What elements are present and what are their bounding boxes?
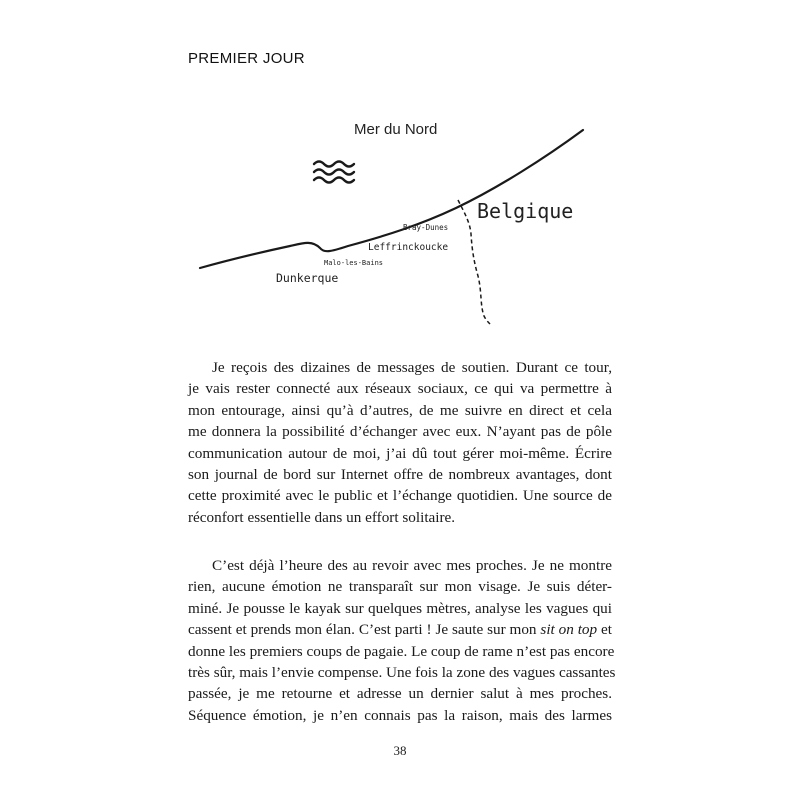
text-line: me donnera la possibilité d’échanger avec eux. N’ayant pas de pôle (188, 423, 612, 441)
text-fragment: et (597, 621, 612, 639)
text-line: Je reçois des dizaines de messages de soutien. Durant ce tour, (212, 359, 612, 376)
text-line: donne les premiers coups de pagaie. Le coup de rame n’est pas encore (188, 642, 615, 660)
text-line: réconfort essentielle dans un effort solitaire. (188, 508, 456, 526)
text-line: Séquence émotion, je n’en connais pas la raison, mais des larmes (188, 706, 612, 724)
text-line: je vais rester connecté aux réseaux sociaux, ce qui va permettre à (188, 380, 612, 398)
text-line: très sûr, mais l’envie compense. Une fois la zone des vagues cassantes (188, 664, 616, 682)
text-line: passée, je me retourne et adresse un dernier salut à mes proches. (188, 685, 612, 703)
place-label-malo-les-bains: Malo-les-Bains (324, 259, 384, 267)
chapter-title: PREMIER JOUR (188, 50, 305, 67)
place-label-leffrinckoucke: Leffrinckoucke (368, 242, 449, 253)
page-number: 38 (393, 743, 407, 758)
coastline-map (0, 0, 800, 340)
italic-term: sit on top (540, 621, 598, 639)
sea-waves-icon (314, 162, 354, 183)
text-line: mon entourage, ainsi qu’à d’autres, de me suivre en direct et cela (188, 401, 612, 419)
paragraph-2 (188, 555, 616, 726)
text-fragment: cassent et prends mon élan. C’est parti ! Je saute sur mon (188, 621, 541, 639)
paragraph-1 (188, 357, 612, 528)
place-label-dunkerque: Dunkerque (276, 271, 339, 285)
country-label: Belgique (477, 199, 574, 223)
text-line-with-italic (188, 619, 612, 640)
text-line: miné. Je pousse le kayak sur quelques mètres, analyse les vagues qui (188, 599, 612, 617)
text-line: cette proximité avec le public et l’échange quotidien. Une source de (188, 487, 612, 505)
sea-label: Mer du Nord (354, 121, 438, 138)
text-line: communication autour de moi, j’ai dû tout gérer moi-même. Écrire (188, 444, 612, 462)
place-label-bray-dunes: Bray-Dunes (403, 223, 449, 232)
text-line: son journal de bord sur Internet offre de nombreux avantages, dont (188, 466, 612, 484)
text-line: C’est déjà l’heure des au revoir avec mes proches. Je ne montre (212, 557, 612, 574)
text-line: rien, aucune émotion ne transparaît sur mon visage. Je suis déter- (188, 578, 612, 596)
